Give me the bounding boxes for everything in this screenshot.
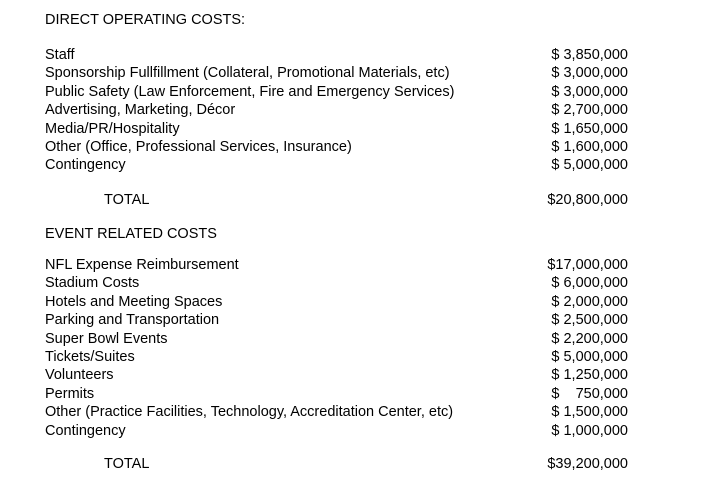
item-amount: $ 1,000,000 (551, 422, 628, 439)
item-label: Contingency (45, 157, 126, 174)
event-costs-heading: EVENT RELATED COSTS (45, 226, 217, 242)
item-amount: $ 1,500,000 (551, 404, 628, 421)
item-amount: $ 2,700,000 (551, 102, 628, 119)
item-label: Public Safety (Law Enforcement, Fire and Emergency Services) (45, 83, 455, 100)
list-item (45, 330, 628, 348)
list-item (45, 156, 628, 174)
list-item (45, 83, 628, 101)
item-amount: $ 5,000,000 (551, 348, 628, 365)
item-label: Stadium Costs (45, 275, 140, 292)
item-amount: $ 1,250,000 (551, 367, 628, 384)
item-amount: $ 1,600,000 (551, 138, 628, 155)
direct-costs-heading: DIRECT OPERATING COSTS: (45, 12, 246, 28)
item-amount: $ 2,500,000 (551, 312, 628, 329)
item-label: Other (Office, Professional Services, Insurance) (45, 138, 352, 155)
list-item (45, 64, 628, 82)
item-amount: $ 750,000 (551, 385, 628, 402)
item-amount: $17,000,000 (547, 257, 628, 273)
list-item (45, 256, 628, 274)
total-amount: $20,800,000 (547, 192, 628, 208)
item-amount: $ 2,000,000 (551, 293, 628, 310)
item-amount: $ 3,000,000 (551, 65, 628, 82)
item-label: Hotels and Meeting Spaces (45, 293, 223, 310)
item-label: Sponsorship Fullfillment (Collateral, Promotional Materials, etc) (45, 65, 450, 82)
item-amount: $ 2,200,000 (551, 330, 628, 347)
item-label: Contingency (45, 422, 126, 439)
item-label: Tickets/Suites (45, 348, 135, 365)
list-item (45, 101, 628, 119)
list-item (45, 311, 628, 329)
item-label: NFL Expense Reimbursement (45, 257, 239, 273)
event-costs-total-row (104, 455, 628, 473)
total-amount: $39,200,000 (547, 456, 628, 472)
item-amount: $ 1,650,000 (551, 120, 628, 137)
direct-costs-list (45, 46, 628, 175)
item-label: Super Bowl Events (45, 330, 168, 347)
item-amount: $ 5,000,000 (551, 157, 628, 174)
item-label: Volunteers (45, 367, 114, 384)
total-label: TOTAL (104, 456, 150, 472)
event-costs-list (45, 256, 628, 440)
list-item (45, 403, 628, 421)
item-label: Media/PR/Hospitality (45, 120, 180, 137)
item-amount: $ 3,850,000 (551, 47, 628, 63)
item-label: Staff (45, 47, 75, 63)
list-item (45, 138, 628, 156)
total-label: TOTAL (104, 192, 150, 208)
list-item (45, 46, 628, 64)
list-item (45, 274, 628, 292)
item-label: Advertising, Marketing, Décor (45, 102, 236, 119)
item-label: Permits (45, 385, 95, 402)
direct-costs-total-row (104, 191, 628, 209)
list-item (45, 422, 628, 440)
list-item (45, 293, 628, 311)
list-item (45, 385, 628, 403)
item-label: Other (Practice Facilities, Technology, Accreditation Center, etc) (45, 404, 454, 421)
list-item (45, 366, 628, 384)
item-label: Parking and Transportation (45, 312, 220, 329)
item-amount: $ 3,000,000 (551, 83, 628, 100)
list-item (45, 120, 628, 138)
list-item (45, 348, 628, 366)
item-amount: $ 6,000,000 (551, 275, 628, 292)
